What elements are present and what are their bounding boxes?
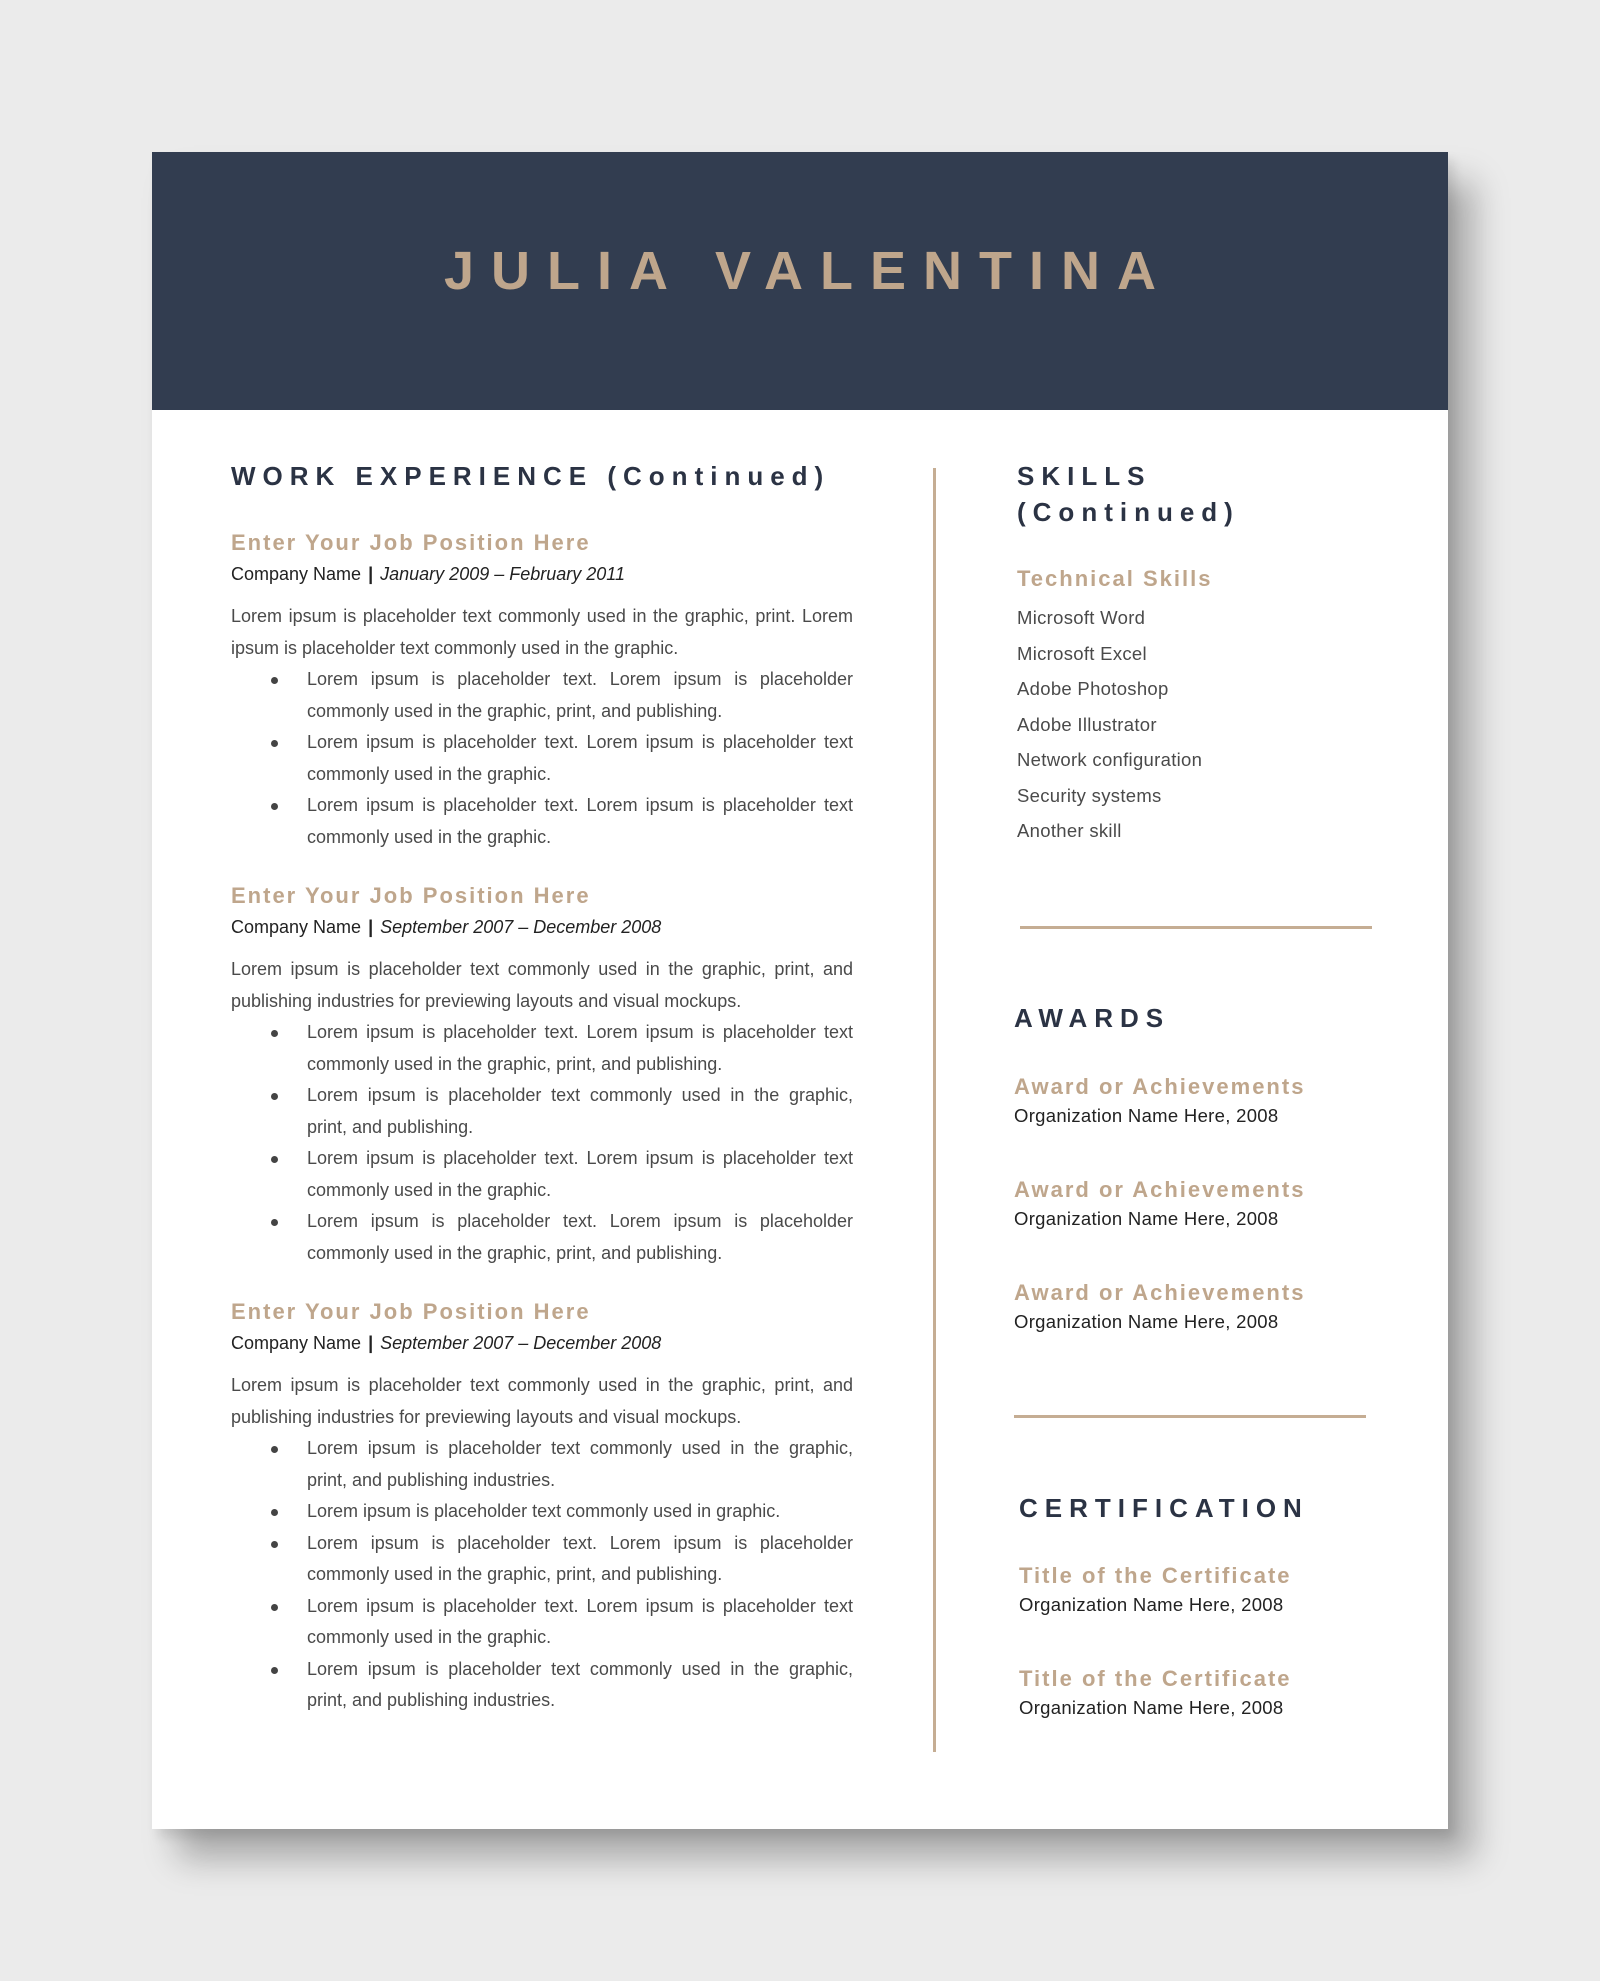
job-bullets: [231, 664, 853, 853]
bullet-icon: [271, 740, 278, 747]
separator: |: [368, 917, 374, 937]
bullet-text: Lorem ipsum is placeholder text. Lorem ipsum is placeholder text commonly used in the graphic.: [307, 732, 853, 784]
company-name: Company Name: [231, 564, 362, 584]
award-org: Organization Name Here, 2008: [1014, 1208, 1279, 1229]
awards-title: AWARDS: [1014, 1003, 1171, 1033]
list-item: [231, 790, 853, 853]
bullet-icon: [271, 1219, 278, 1226]
skill-item: Adobe Illustrator: [1017, 713, 1157, 735]
certificate-title: Title of the Certificate: [1019, 1563, 1292, 1588]
job-description: Lorem ipsum is placeholder text commonly used in the graphic, print, and publishing industries for previewing layouts and visual mockups.: [231, 1375, 853, 1427]
job-position: Enter Your Job Position Here: [231, 530, 591, 555]
skills-title-line1: SKILLS: [1017, 461, 1152, 491]
bullet-icon: [271, 1093, 278, 1100]
skill-item: Microsoft Excel: [1017, 642, 1147, 664]
list-item: [231, 664, 853, 727]
job-dates: September 2007 – December 2008: [380, 917, 662, 937]
award-title: Award or Achievements: [1014, 1280, 1306, 1305]
bullet-icon: [271, 677, 278, 684]
job-company-line: [231, 1329, 853, 1357]
job-company-line: [231, 560, 853, 588]
skill-item: Network configuration: [1017, 749, 1203, 770]
skill-item: Another skill: [1017, 820, 1122, 841]
award-org: Organization Name Here, 2008: [1014, 1311, 1279, 1332]
list-item: [231, 1017, 853, 1080]
certificate-entry: [1019, 1561, 1399, 1619]
award-entry: [1014, 1175, 1394, 1233]
list-item: [231, 1528, 853, 1591]
bullet-icon: [271, 1156, 278, 1163]
skill-item: Adobe Photoshop: [1017, 678, 1169, 699]
job-position: Enter Your Job Position Here: [231, 883, 591, 908]
bullet-text: Lorem ipsum is placeholder text. Lorem ipsum is placeholder commonly used in the graphic, print, and publishing.: [307, 1532, 853, 1584]
bullet-icon: [271, 1541, 278, 1548]
company-name: Company Name: [231, 1333, 362, 1353]
bullet-icon: [271, 1604, 278, 1611]
certificate-title: Title of the Certificate: [1019, 1666, 1292, 1691]
skill-item: Security systems: [1017, 784, 1162, 806]
list-item: [231, 1496, 853, 1528]
list-item: [231, 1080, 853, 1143]
job-entry: [231, 881, 853, 1269]
company-name: Company Name: [231, 917, 362, 937]
award-title: Award or Achievements: [1014, 1177, 1306, 1202]
job-entry: [231, 528, 853, 853]
bullet-text: Lorem ipsum is placeholder text. Lorem ipsum is placeholder text commonly used in the graphic.: [307, 795, 853, 847]
job-position: Enter Your Job Position Here: [231, 1299, 591, 1324]
awards-divider: [1014, 1415, 1366, 1418]
bullet-text: Lorem ipsum is placeholder text. Lorem ipsum is placeholder text commonly used in the graphic.: [307, 1595, 853, 1647]
certification-title: CERTIFICATION: [1019, 1493, 1309, 1523]
bullet-icon: [271, 1030, 278, 1037]
skills-subtitle: Technical Skills: [1017, 566, 1213, 591]
list-item: [231, 1143, 853, 1206]
award-title: Award or Achievements: [1014, 1074, 1306, 1099]
job-bullets: [231, 1017, 853, 1269]
job-dates: September 2007 – December 2008: [380, 1333, 662, 1353]
list-item: [231, 1433, 853, 1496]
list-item: [231, 1591, 853, 1654]
certificate-entry: [1019, 1664, 1399, 1722]
awards-section: [1014, 1000, 1394, 1336]
resume-page: [152, 152, 1448, 1829]
skills-title: [1017, 458, 1397, 530]
work-experience-section: [231, 458, 853, 1745]
award-entry: [1014, 1072, 1394, 1130]
job-description: Lorem ipsum is placeholder text commonly used in the graphic, print, and publishing industries for previewing layouts and visual mockups.: [231, 959, 853, 1011]
job-dates: January 2009 – February 2011: [380, 564, 625, 584]
column-divider: [933, 468, 936, 1752]
job-entry: [231, 1297, 853, 1717]
bullet-text: Lorem ipsum is placeholder text. Lorem ipsum is placeholder text commonly used in the graphic, print, and publishing.: [307, 1022, 853, 1074]
list-item: [231, 1654, 853, 1717]
separator: |: [368, 1333, 374, 1353]
skills-section: [1017, 458, 1397, 849]
work-experience-title: WORK EXPERIENCE (Continued): [231, 461, 831, 491]
bullet-text: Lorem ipsum is placeholder text commonly used in the graphic, print, and publishing industries.: [307, 1438, 853, 1490]
list-item: [231, 727, 853, 790]
separator: |: [368, 564, 374, 584]
certificate-org: Organization Name Here, 2008: [1019, 1697, 1284, 1718]
bullet-text: Lorem ipsum is placeholder text commonly used in the graphic, print, and publishing industries.: [307, 1658, 853, 1710]
list-item: [231, 1206, 853, 1269]
bullet-text: Lorem ipsum is placeholder text. Lorem ipsum is placeholder commonly used in the graphic, print, and publishing.: [307, 1211, 853, 1263]
award-entry: [1014, 1278, 1394, 1336]
skills-title-line2: (Continued): [1017, 497, 1240, 527]
bullet-icon: [271, 1509, 278, 1516]
job-description: Lorem ipsum is placeholder text commonly used in the graphic, print. Lorem ipsum is placeholder text commonly used in the graphic.: [231, 606, 853, 658]
skills-divider: [1020, 926, 1372, 929]
certificate-org: Organization Name Here, 2008: [1019, 1594, 1284, 1615]
certification-section: [1019, 1490, 1399, 1722]
bullet-text: Lorem ipsum is placeholder text. Lorem ipsum is placeholder commonly used in the graphic, print, and publishing.: [307, 669, 853, 721]
job-bullets: [231, 1433, 853, 1717]
award-org: Organization Name Here, 2008: [1014, 1105, 1279, 1126]
resume-header: [152, 152, 1448, 410]
bullet-icon: [271, 803, 278, 810]
skill-item: Microsoft Word: [1017, 607, 1146, 628]
bullet-text: Lorem ipsum is placeholder text commonly used in the graphic, print, and publishing.: [307, 1085, 853, 1137]
bullet-text: Lorem ipsum is placeholder text. Lorem ipsum is placeholder text commonly used in the graphic.: [307, 1148, 853, 1200]
bullet-icon: [271, 1446, 278, 1453]
bullet-icon: [271, 1667, 278, 1674]
job-company-line: [231, 913, 853, 941]
bullet-text: Lorem ipsum is placeholder text commonly used in graphic.: [307, 1501, 781, 1521]
candidate-name: JULIA VALENTINA: [443, 241, 1173, 301]
